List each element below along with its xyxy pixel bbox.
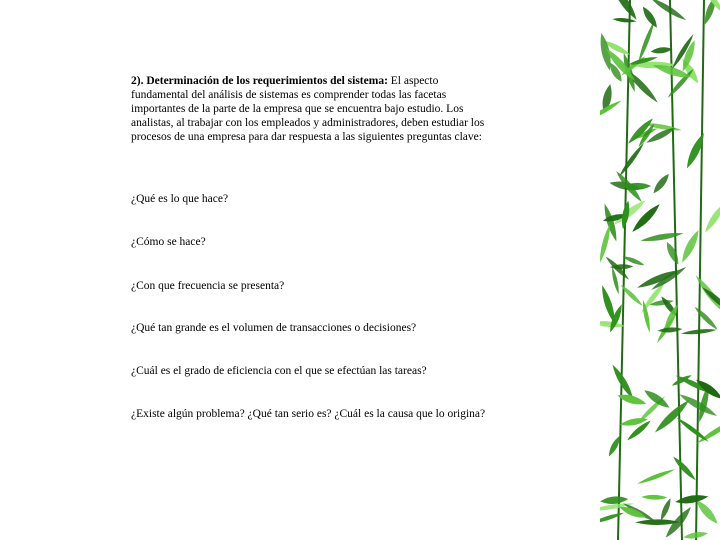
question-item: ¿Qué tan grande es el volumen de transacciones o decisiones? (131, 322, 417, 334)
bamboo-leaf (636, 20, 656, 63)
intro-paragraph (131, 74, 491, 144)
bamboo-leaf (600, 511, 625, 526)
intro-block (131, 74, 491, 144)
bamboo-leaf (641, 494, 667, 499)
question-item: ¿Cuál es el grado de eficiencia con el que se efectúan las tareas? (131, 365, 427, 377)
bamboo-leaf (650, 46, 673, 54)
bamboo-leaf (664, 240, 682, 266)
question-item: ¿Qué es lo que hace? (131, 193, 229, 205)
bamboo-leaf (693, 305, 720, 332)
question-item: ¿Con que frecuencia se presenta? (131, 280, 285, 292)
bamboo-leaf (617, 141, 646, 178)
bamboo-leaf (651, 172, 672, 196)
bamboo-leaf (640, 230, 684, 243)
question-item: ¿Cómo se hace? (131, 236, 206, 248)
bamboo-leaf (674, 493, 708, 506)
bamboo-leaf (657, 327, 682, 334)
bamboo-leaf (658, 497, 673, 521)
bamboo-leaf (702, 202, 720, 235)
question-item: ¿Existe algún problema? ¿Qué tan serio es? ¿Cuál es la causa que lo origina? (131, 408, 486, 420)
bamboo-leaf (642, 387, 672, 411)
bamboo-leaf (683, 131, 707, 170)
bamboo-leaf (636, 467, 676, 486)
section-heading: 2). Determinación de los requerimientos del sistema: (131, 75, 388, 87)
bamboo-leaf (671, 455, 698, 483)
bamboo-leaves-decoration (600, 0, 720, 540)
bamboo-leaf (636, 267, 680, 291)
intro-text: El aspecto fundamental del análisis de sistemas es comprender todas las facetas importantes de la parte de la empresa que se encuentra bajo estudio. Los analistas, al trabajar con los empleados y administradores, deben estudiar los procesos de una empresa para dar respuesta a las siguientes preguntas clave: (131, 75, 485, 143)
bamboo-leaf (612, 17, 636, 24)
bamboo-leaf (640, 5, 660, 30)
